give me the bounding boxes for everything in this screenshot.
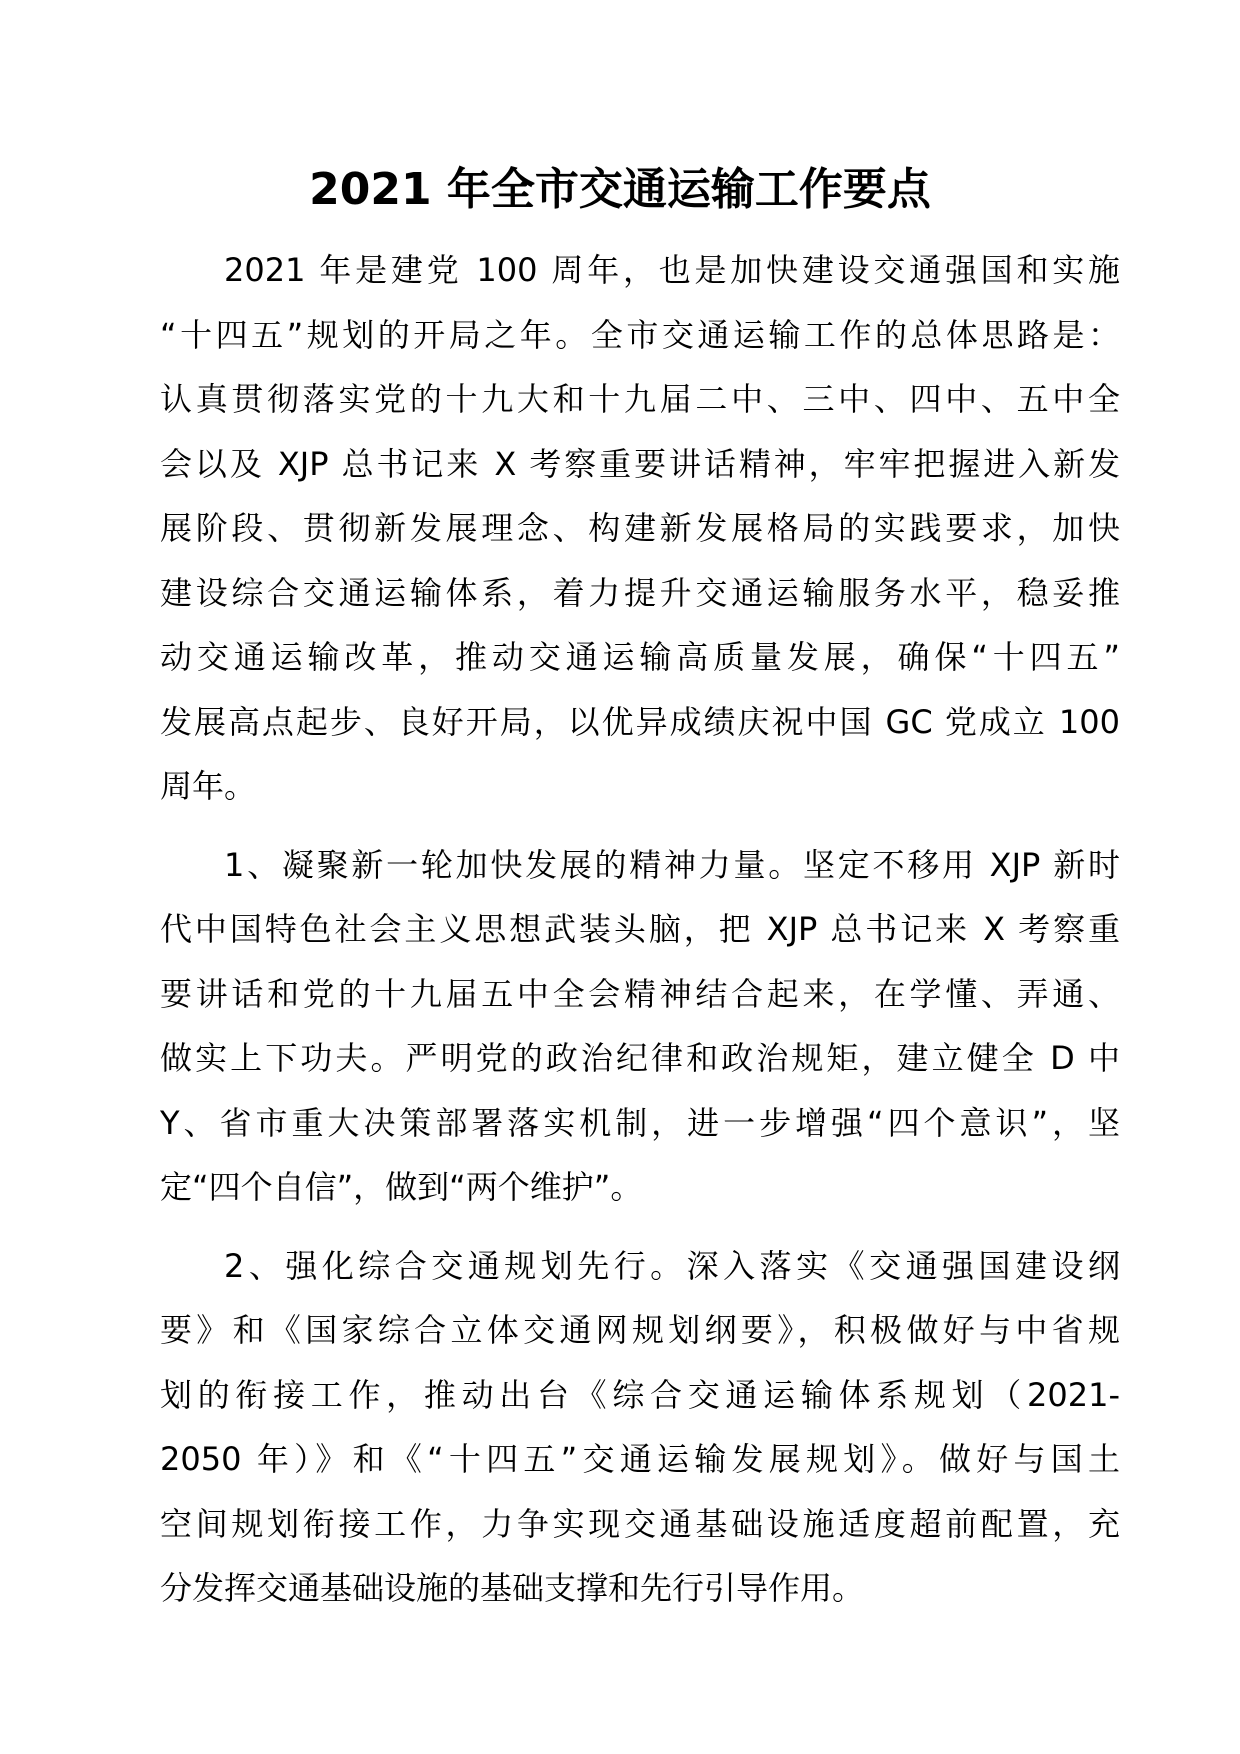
document-title: 2021 年全市交通运输工作要点 (309, 164, 931, 215)
paragraph-spacer (160, 1220, 1120, 1234)
paragraph-line: 分发挥交通基础设施的基础支撑和先行引导作用。 (160, 1569, 865, 1607)
paragraph-line: 发展高点起步、良好开局，以优异成绩庆祝中国 GC 党成立 100 (160, 702, 1120, 741)
paragraph-line: 会以及 XJP 总书记来 X 考察重要讲话精神，牢牢把握进入新发 (160, 444, 1120, 483)
paragraph-line: 动交通运输改革，推动交通运输高质量发展，确保“十四五” (160, 638, 1120, 676)
paragraph-item-2 (160, 1234, 1120, 1621)
paragraph-line: 划的衔接工作，推动出台《综合交通运输体系规划（2021- (160, 1375, 1120, 1414)
paragraph-line: 2021 年是建党 100 周年，也是加快建设交通强国和实施 (224, 251, 1120, 289)
paragraph-line: 空间规划衔接工作，力争实现交通基础设施适度超前配置，充 (160, 1504, 1120, 1543)
paragraph-line: 2、强化综合交通规划先行。深入落实《交通强国建设纲 (224, 1246, 1120, 1285)
paragraph-line: 要讲话和党的十九届五中全会精神结合起来，在学懂、弄通、 (160, 974, 1120, 1013)
paragraph-line: 定“四个自信”，做到“两个维护”。 (160, 1168, 643, 1206)
paragraph-line: Y、省市重大决策部署落实机制，进一步增强“四个意识”，坚 (160, 1103, 1120, 1142)
paragraph-line: 代中国特色社会主义思想武装头脑，把 XJP 总书记来 X 考察重 (160, 910, 1120, 948)
paragraph-item-1 (160, 833, 1120, 1220)
paragraph-line: 建设综合交通运输体系，着力提升交通运输服务水平，稳妥推 (160, 573, 1120, 612)
paragraph-spacer (160, 819, 1120, 833)
paragraph-line: 1、凝聚新一轮加快发展的精神力量。坚定不移用 XJP 新时 (224, 845, 1120, 884)
paragraph-line: 认真贯彻落实党的十九大和十九届二中、三中、四中、五中全 (160, 380, 1120, 418)
paragraph-line: 2050 年）》和《“十四五”交通运输发展规划》。做好与国土 (160, 1440, 1120, 1478)
paragraph-line: 做实上下功夫。严明党的政治纪律和政治规矩，建立健全 D 中 (160, 1039, 1120, 1077)
paragraph-line: 展阶段、贯彻新发展理念、构建新发展格局的实践要求，加快 (160, 509, 1120, 547)
paragraph-line: 周年。 (160, 767, 257, 805)
document-body (160, 238, 1120, 1621)
paragraph-intro (160, 238, 1120, 819)
paragraph-line: 要》和《国家综合立体交通网规划纲要》，积极做好与中省规 (160, 1311, 1120, 1349)
paragraph-line: “十四五”规划的开局之年。全市交通运输工作的总体思路是： (160, 315, 1120, 354)
